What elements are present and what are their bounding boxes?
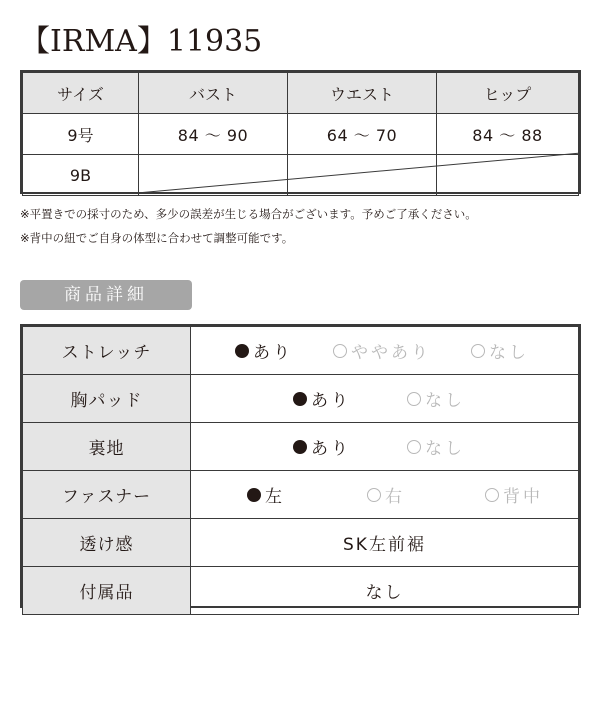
detail-label: 胸パッド bbox=[23, 375, 191, 423]
size-cell: 9B bbox=[23, 155, 139, 196]
option-stretch-yes: あり bbox=[235, 338, 293, 363]
bust-cell bbox=[139, 155, 288, 196]
option-lining-none: なし bbox=[407, 434, 465, 459]
detail-label: 透け感 bbox=[23, 519, 191, 567]
option-zipper-right: 右 bbox=[367, 482, 405, 507]
waist-cell: 64 ～ 70 bbox=[288, 114, 437, 155]
empty-circle-icon bbox=[407, 392, 421, 406]
detail-row-sheerness bbox=[23, 519, 579, 567]
empty-circle-icon bbox=[485, 488, 499, 502]
product-title: 【IRMA】11935 bbox=[20, 24, 263, 59]
bust-cell: 84 ～ 90 bbox=[139, 114, 288, 155]
option-pad-none: なし bbox=[407, 386, 465, 411]
empty-circle-icon bbox=[471, 344, 485, 358]
detail-label: ファスナー bbox=[23, 471, 191, 519]
filled-circle-icon bbox=[293, 392, 307, 406]
section-label-details: 商品詳細 bbox=[20, 280, 192, 310]
detail-row-bust-pad bbox=[23, 375, 579, 423]
option-stretch-none: なし bbox=[471, 338, 529, 363]
option-pad-yes: あり bbox=[293, 386, 351, 411]
hip-cell bbox=[437, 155, 579, 196]
filled-circle-icon bbox=[235, 344, 249, 358]
waist-cell bbox=[288, 155, 437, 196]
note-adjustment: ※背中の紐でご自身の体型に合わせて調整可能です。 bbox=[20, 231, 294, 245]
detail-row-lining bbox=[23, 423, 579, 471]
table-row bbox=[23, 155, 579, 196]
hip-cell: 84 ～ 88 bbox=[437, 114, 579, 155]
empty-circle-icon bbox=[407, 440, 421, 454]
detail-row-zipper bbox=[23, 471, 579, 519]
detail-value: なし bbox=[191, 567, 579, 615]
empty-circle-icon bbox=[367, 488, 381, 502]
note-measurement: ※平置きでの採寸のため、多少の誤差が生じる場合がございます。予めご了承ください。 bbox=[20, 207, 477, 221]
detail-label: 付属品 bbox=[23, 567, 191, 615]
detail-label: ストレッチ bbox=[23, 327, 191, 375]
option-stretch-some: ややあり bbox=[333, 338, 431, 363]
filled-circle-icon bbox=[293, 440, 307, 454]
filled-circle-icon bbox=[247, 488, 261, 502]
detail-value: SK左前裾 bbox=[191, 519, 579, 567]
detail-table bbox=[20, 324, 581, 608]
table-row bbox=[23, 114, 579, 155]
size-table bbox=[20, 70, 581, 194]
detail-row-accessories bbox=[23, 567, 579, 615]
size-cell: 9号 bbox=[23, 114, 139, 155]
header-hip: ヒップ bbox=[437, 73, 579, 114]
option-zipper-back: 背中 bbox=[485, 482, 543, 507]
empty-circle-icon bbox=[333, 344, 347, 358]
header-waist: ウエスト bbox=[288, 73, 437, 114]
option-lining-yes: あり bbox=[293, 434, 351, 459]
detail-row-stretch bbox=[23, 327, 579, 375]
detail-label: 裏地 bbox=[23, 423, 191, 471]
header-bust: バスト bbox=[139, 73, 288, 114]
option-zipper-left: 左 bbox=[247, 482, 285, 507]
header-size: サイズ bbox=[23, 73, 139, 114]
